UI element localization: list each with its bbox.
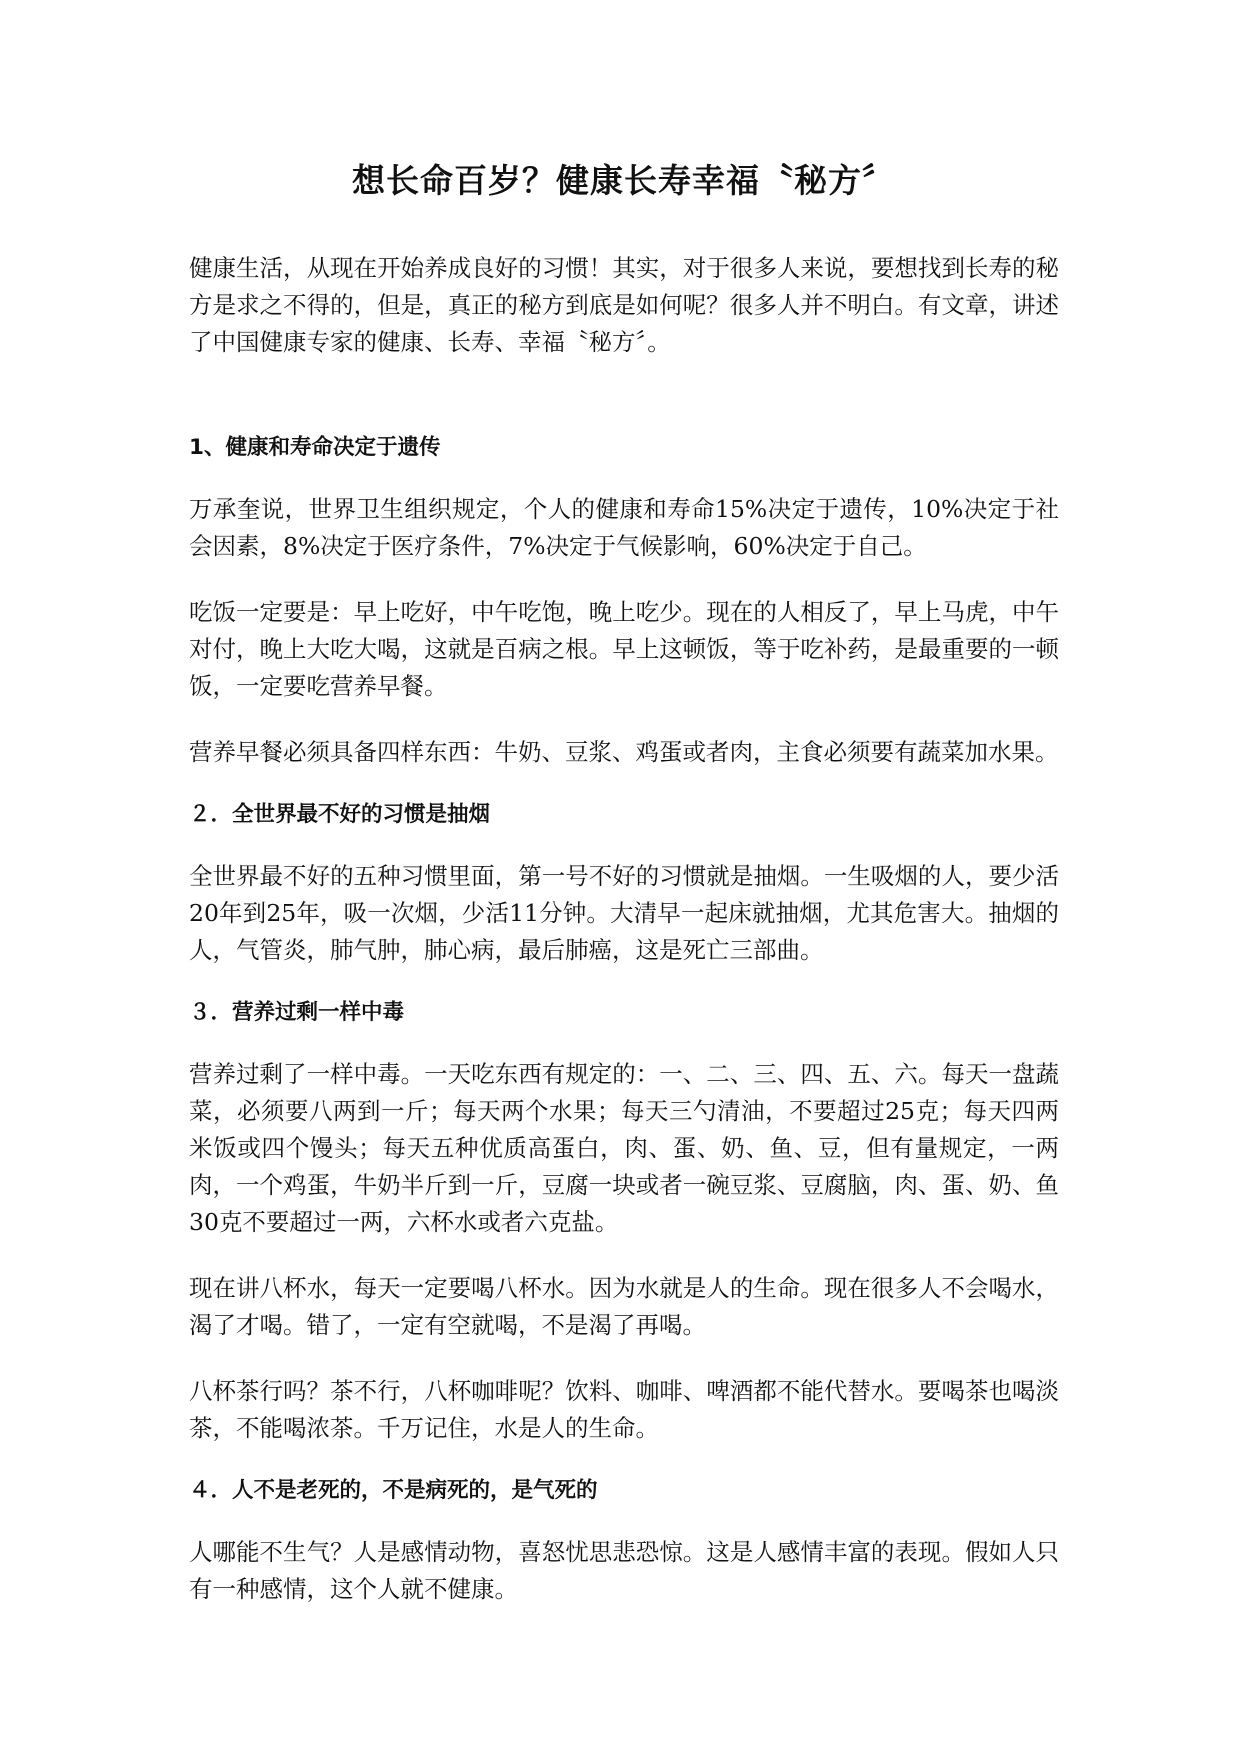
section-heading: ２．全世界最不好的习惯是抽烟: [189, 802, 491, 827]
section-paragraph: 八杯茶行吗？茶不行，八杯咖啡呢？饮料、咖啡、啤酒都不能代替水。要喝茶也喝淡茶，不能喝浓茶。千万记住，水是人的生命。: [189, 1377, 1059, 1442]
section-paragraph: 人哪能不生气？人是感情动物，喜怒忧思悲恐惊。这是人感情丰富的表现。假如人只有一种感情，这个人就不健康。: [189, 1538, 1059, 1603]
section-3: [189, 998, 1059, 1447]
section-4: [189, 1476, 1059, 1608]
intro-paragraph: 健康生活，从现在开始养成良好的习惯！其实，对于很多人来说，要想找到长寿的秘方是求之不得的，但是，真正的秘方到底是如何呢？很多人并不明白。有文章，讲述了中国健康专家的健康、长寿、幸福〝秘方〞。: [189, 254, 1059, 356]
section-heading: ４．人不是老死的，不是病死的，是气死的: [189, 1478, 598, 1503]
section-1: [189, 433, 1059, 771]
section-heading: ３．营养过剩一样中毒: [189, 1000, 405, 1025]
section-paragraph: 营养过剩了一样中毒。一天吃东西有规定的：一、二、三、四、五、六。每天一盘蔬菜，必须要八两到一斤；每天两个水果；每天三勺清油，不要超过25克；每天四两米饭或四个馒头；每天五种优质高蛋白，肉、蛋、奶、鱼、豆，但有量规定，一两肉，一个鸡蛋，牛奶半斤到一斤，豆腐一块或者一碗豆浆、豆腐脑，肉、蛋、奶、鱼30克不要超过一两，六杯水或者六克盐。: [189, 1060, 1059, 1236]
section-paragraph: 全世界最不好的五种习惯里面，第一号不好的习惯就是抽烟。一生吸烟的人，要少活20年到25年，吸一次烟，少活11分钟。大清早一起床就抽烟，尤其危害大。抽烟的人，气管炎，肺气肿，肺心病，最后肺癌，这是死亡三部曲。: [189, 862, 1059, 964]
section-paragraph: 吃饭一定要是：早上吃好，中午吃饱，晚上吃少。现在的人相反了，早上马虎，中午对付，晚上大吃大喝，这就是百病之根。早上这顿饭，等于吃补药，是最重要的一顿饭，一定要吃营养早餐。: [189, 598, 1059, 700]
section-paragraph: 万承奎说，世界卫生组织规定，个人的健康和寿命15%决定于遗传，10%决定于社会因素，8%决定于医疗条件，7%决定于气候影响，60%决定于自己。: [189, 495, 1059, 560]
section-2: [189, 800, 1059, 969]
document-title: 想长命百岁？健康长寿幸福〝秘方〞: [352, 161, 896, 200]
section-paragraph: 现在讲八杯水，每天一定要喝八杯水。因为水就是人的生命。现在很多人不会喝水，渴了才喝。错了，一定有空就喝，不是渴了再喝。: [189, 1274, 1059, 1339]
section-paragraph: 营养早餐必须具备四样东西：牛奶、豆浆、鸡蛋或者肉，主食必须要有蔬菜加水果。: [189, 738, 1059, 766]
document-page: [189, 160, 1059, 1608]
section-heading: 1、健康和寿命决定于遗传: [189, 435, 441, 460]
